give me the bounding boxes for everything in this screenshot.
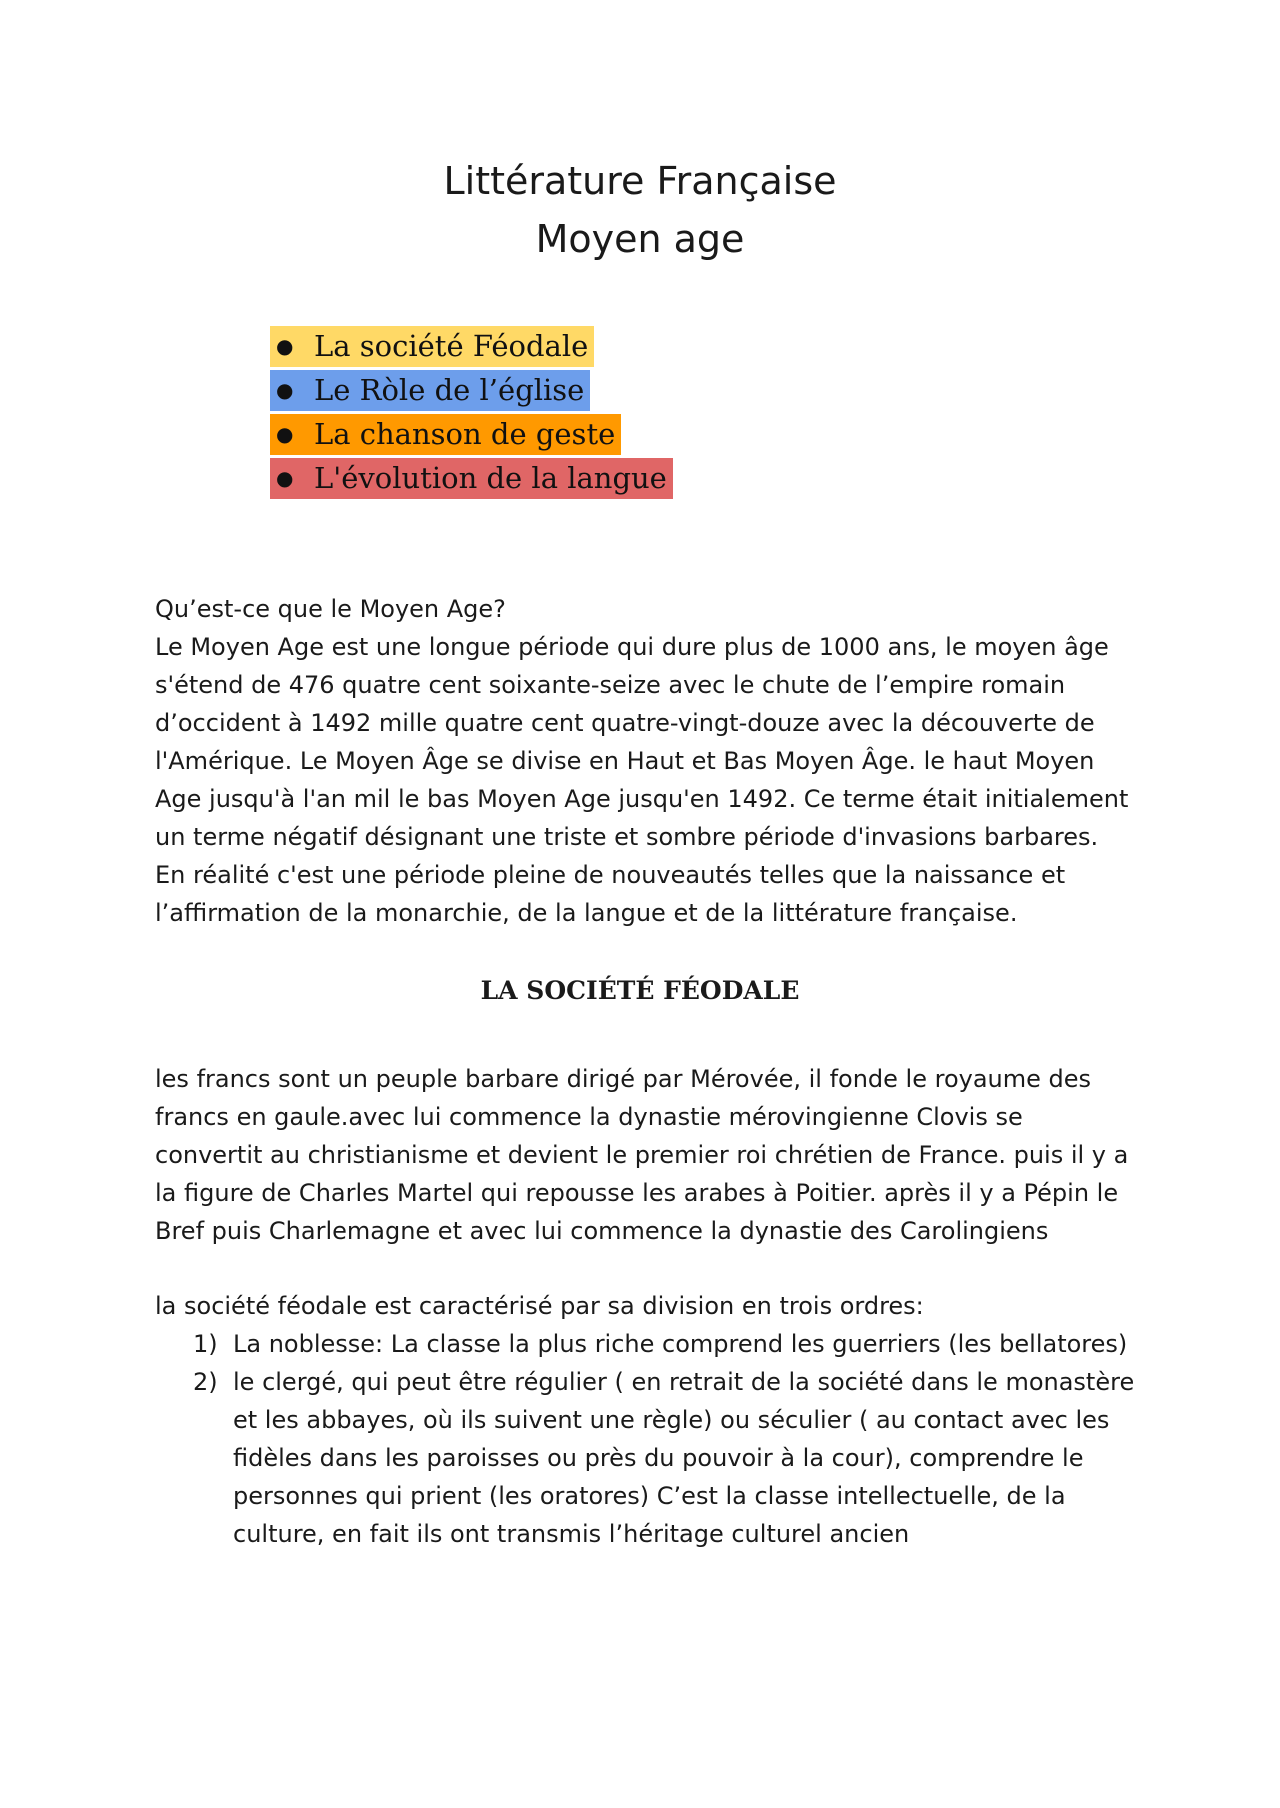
topic-item [270,458,673,502]
orders-section [155,1287,1135,1553]
topic-highlight [270,414,621,455]
list-item [155,1325,1135,1363]
topic-highlight [270,370,590,411]
orders-intro: la société féodale est caractérisé par sa division en trois ordres: [155,1292,924,1320]
intro-section [155,590,1135,932]
bullet-icon: ● [276,378,294,402]
topic-label: La chanson de geste [314,417,616,451]
intro-paragraph: Le Moyen Age est une longue période qui dure plus de 1000 ans, le moyen âge s'étend de 476 quatre cent soixante-seize avec le chute de l’empire romain d’occident à 1492 mille quatre cent quatre-vingt-douze avec la découverte de l'Amérique. Le Moyen Âge se divise en Haut et Bas Moyen Âge. le haut Moyen Age jusqu'à l'an mil le bas Moyen Age jusqu'en 1492. Ce terme était initialement un terme négatif désignant une triste et sombre période d'invasions barbares. En réalité c'est une période pleine de nouveautés telles que la naissance et l’affirmation de la monarchie, de la langue et de la littérature française. [155,633,1129,927]
list-number: 1) [193,1330,218,1358]
topics-list [270,326,673,502]
franks-paragraph: les francs sont un peuple barbare dirigé par Mérovée, il fonde le royaume des francs en gaule.avec lui commence la dynastie mérovingienne Clovis se convertit au christianisme et devient le premier roi chrétien de France. puis il y a la figure de Charles Martel qui repousse les arabes à Poitier. après il y a Pépin le Bref puis Charlemagne et avec lui commence la dynastie des Carolingiens [155,1065,1129,1245]
intro-question: Qu’est-ce que le Moyen Age? [155,595,506,623]
bullet-icon: ● [276,466,294,490]
orders-list [155,1325,1135,1553]
title-line-1: Littérature Française [443,159,837,203]
document-title [0,152,1280,268]
topic-highlight [270,326,594,367]
topic-label: Le Ròle de l’église [314,373,585,407]
topic-label: L'évolution de la langue [314,461,667,495]
list-item-text: La noblesse: La classe la plus riche comprend les guerriers (les bellatores) [233,1330,1128,1358]
bullet-icon: ● [276,334,294,358]
bullet-icon: ● [276,422,294,446]
topic-item [270,326,673,370]
list-item-text: le clergé, qui peut être régulier ( en retrait de la société dans le monastère et les abbayes, où ils suivent une règle) ou séculier ( au contact avec les fidèles dans les paroisses ou près du pouvoir à la cour), comprendre le personnes qui prient (les oratores) C’est la classe intellectuelle, de la culture, en fait ils ont transmis l’héritage culturel ancien [233,1368,1135,1548]
topic-highlight [270,458,673,499]
franks-section [155,1060,1135,1250]
topic-item [270,414,673,458]
section-heading: LA SOCIÉTÉ FÉODALE [480,976,800,1005]
topic-label: La société Féodale [314,329,589,363]
title-line-2: Moyen age [535,217,745,261]
list-number: 2) [193,1368,218,1396]
list-item [155,1363,1135,1553]
topic-item [270,370,673,414]
